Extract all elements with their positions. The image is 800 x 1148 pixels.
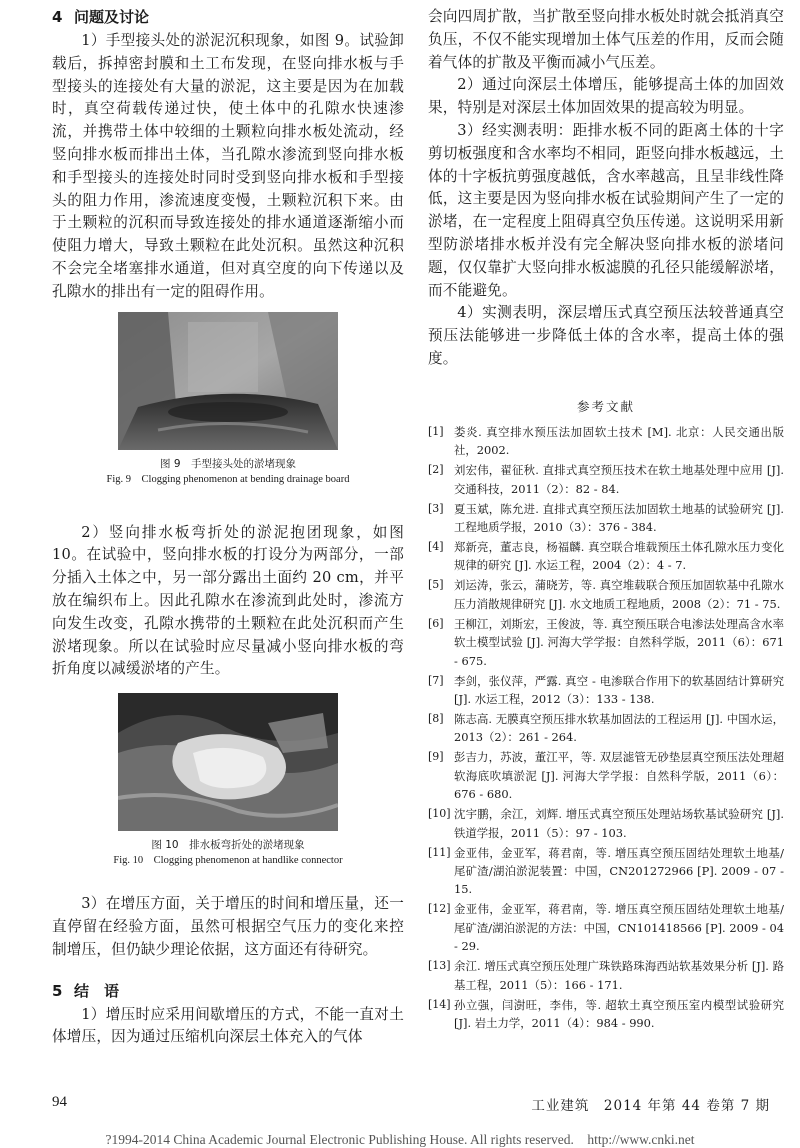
reference-item bbox=[428, 900, 784, 955]
reference-number: [7] bbox=[428, 673, 444, 687]
reference-item bbox=[428, 615, 784, 670]
references-list bbox=[428, 423, 784, 1033]
reference-item bbox=[428, 748, 784, 803]
reference-number: [14] bbox=[428, 997, 451, 1011]
reference-item bbox=[428, 710, 784, 747]
reference-number: [9] bbox=[428, 750, 444, 764]
reference-item bbox=[428, 461, 784, 498]
reference-number: [5] bbox=[428, 578, 444, 592]
reference-number: [6] bbox=[428, 616, 444, 630]
section-4-heading bbox=[52, 6, 404, 28]
figure-9-photo bbox=[118, 312, 338, 450]
reference-text: 王柳江，刘斯宏，王俊波，等. 真空预压联合电渗法处理高含水率软土模型试验 [J]. 河海大学学报：自然科学版，2011（6）：671 - 675. bbox=[454, 616, 784, 668]
paragraph-r4: 4）实测表明，深层增压式真空预压法较普通真空预压法能够进一步降低土体的含水率，提高土体的强度。 bbox=[428, 304, 784, 367]
reference-text: 余江. 增压式真空预压处理广珠铁路珠海西站软基效果分析 [J]. 路基工程，2011（5）：166 - 171. bbox=[454, 959, 784, 992]
paragraph-4: 1）增压时应采用间歇增压的方式，不能一直对土体增压，因为通过压缩机向深层土体充入的气体 bbox=[52, 1005, 404, 1046]
paragraph-continued: 会向四周扩散，当扩散至竖向排水板处时就会抵消真空负压，不仅不能实现增加土体气压差的作用，反而会随着气体的扩散及平衡而减小气压差。 bbox=[428, 8, 784, 71]
reference-text: 金亚伟，金亚军，蒋君南，等. 增压真空预压固结处理软土地基/尾矿渣/湖泊淤泥的方法：中国，CN101418566 [P]. 2009 - 04 - 29. bbox=[454, 902, 784, 954]
reference-text: 彭吉力，苏波，董江平，等. 双层滤管无砂垫层真空预压法处理超软海底吹填淤泥 [J]. 河海大学学报：自然科学版，2011（6）：676 - 680. bbox=[454, 750, 784, 802]
section-5-number: 5 bbox=[52, 981, 63, 1000]
reference-text: 刘宏伟，翟征秋. 直排式真空预压技术在软土地基处理中应用 [J]. 交通科技，2011（2）：82 - 84. bbox=[454, 463, 784, 496]
figure-10-image bbox=[118, 693, 338, 831]
section-4-number: 4 bbox=[52, 8, 63, 26]
reference-item bbox=[428, 423, 784, 460]
reference-number: [3] bbox=[428, 501, 444, 515]
left-column bbox=[52, 6, 404, 1049]
paragraph-3: 3）在增压方面，关于增压的时间和增压量，还一直停留在经验方面，虽然可根据空气压力的变化来控制增压，但仍缺少理论依据，这方面还有待研究。 bbox=[52, 895, 404, 958]
figure-9 bbox=[52, 312, 404, 488]
paragraph-2: 2）竖向排水板弯折处的淤泥抱团现象，如图 10。在试验中，竖向排水板的打设分为两部分，一部分插入土体之中，另一部分露出土面约 20 cm，并平放在编织布上。因此孔隙水在渗流到此处时，渗流方向发生改变，孔隙水携带的土颗粒在此处沉积而产生淤堵现象。所以在试验时应尽量减小竖向排水板的弯折角度以减缓淤堵的产生。 bbox=[52, 523, 404, 678]
figure-10 bbox=[52, 693, 404, 869]
figure-10-caption-cn: 图 10 排水板弯折处的淤堵现象 bbox=[151, 839, 305, 852]
figure-9-caption-cn: 图 9 手型接头处的淤堵现象 bbox=[159, 457, 297, 470]
reference-item bbox=[428, 805, 784, 842]
reference-number: [12] bbox=[428, 902, 451, 916]
page-number: 94 bbox=[52, 1094, 67, 1110]
figure-10-photo bbox=[118, 693, 338, 831]
figure-10-caption-en: Fig. 10 Clogging phenomenon at handlike connector bbox=[113, 855, 343, 867]
reference-item bbox=[428, 672, 784, 709]
reference-item bbox=[428, 996, 784, 1033]
reference-text: 刘运涛，张云，蒲晓芳，等. 真空堆载联合预压加固软基中孔隙水压力消散规律研究 [J]. 水文地质工程地质，2008（2）：71 - 75. bbox=[454, 578, 784, 611]
section-5-heading bbox=[52, 980, 404, 1002]
reference-number: [2] bbox=[428, 463, 444, 477]
reference-item bbox=[428, 576, 784, 613]
reference-number: [8] bbox=[428, 712, 444, 725]
reference-text: 郑新亮，董志良，杨福麟. 真空联合堆载预压土体孔隙水压力变化规律的研究 [J]. 水运工程，2004（2）：4 - 7. bbox=[454, 539, 784, 573]
reference-item bbox=[428, 538, 784, 575]
reference-number: [13] bbox=[428, 959, 451, 973]
reference-text: 娄炎. 真空排水预压法加固软土技术 [M]. 北京：人民交通出版社，2002. bbox=[454, 424, 784, 458]
section-4-title: 问题及讨论 bbox=[74, 8, 150, 26]
reference-number: [1] bbox=[428, 424, 444, 438]
reference-number: [10] bbox=[428, 807, 451, 821]
reference-item bbox=[428, 844, 784, 899]
journal-footer: 工业建筑 2014 年第 44 卷第 7 期 bbox=[531, 1098, 770, 1114]
paragraph-r2: 2）通过向深层土体增压，能够提高土体的加固效果，特别是对深层土体加固效果的提高较为明显。 bbox=[428, 76, 784, 117]
references-title: 参考文献 bbox=[576, 398, 635, 414]
cnki-watermark: ?1994-2014 China Academic Journal Electronic Publishing House. All rights reserved. http://www.cnki.net bbox=[105, 1132, 695, 1147]
reference-item bbox=[428, 957, 784, 994]
reference-text: 陈志高. 无膜真空预压排水软基加固法的工程运用 [J]. 中国水运，2013（2）：261 - 264. bbox=[454, 712, 784, 745]
reference-text: 夏玉斌，陈允进. 直排式真空预压法加固软土地基的试验研究 [J]. 工程地质学报，2010（3）：376 - 384. bbox=[454, 501, 784, 534]
paragraph-1: 1）手型接头处的淤泥沉积现象，如图 9。试验卸载后，拆掉密封膜和土工布发现，在竖向排水板与手型接头的连接处有大量的淤泥，这主要是因为在加载时，真空荷载传递过快，使土体中的孔隙水快速渗流，并携带土体中较细的土颗粒向排水板处流动，经竖向排水板而排出土体，当孔隙水渗流到竖向排水板和手型接头的连接处时同时受到竖向排水板和手型接头的阻力作用，渗流速度变慢，土颗粒沉积下来。由于土颗粒的沉积而导致连接处的排水通道逐渐缩小而使阻力增大，导致土颗粒在此处沉积。虽然这种沉积不会完全堵塞排水通道，但对真空度的向下传递以及孔隙水的排出有一定的阻碍作用。 bbox=[52, 32, 404, 300]
right-column bbox=[428, 6, 784, 1034]
section-5-title: 结 语 bbox=[74, 981, 120, 1000]
reference-number: [11] bbox=[428, 845, 451, 859]
reference-number: [4] bbox=[428, 539, 444, 553]
reference-text: 金亚伟，金亚军，蒋君南，等. 增压真空预压固结处理软土地基/尾矿渣/湖泊淤泥装置：中国，CN201272966 [P]. 2009 - 07 - 15. bbox=[454, 845, 784, 897]
reference-text: 沈宇鹏，余江，刘辉. 增压式真空预压处理站场软基试验研究 [J]. 铁道学报，2011（5）：97 - 103. bbox=[454, 807, 784, 840]
figure-9-caption-en: Fig. 9 Clogging phenomenon at bending drainage board bbox=[106, 473, 350, 485]
paragraph-r3: 3）经实测表明：距排水板不同的距离土体的十字剪切板强度和含水率均不相同，距竖向排水板越远，土体的十字板抗剪强度越低，含水率越高，且呈非线性降低，这主要是因为竖向排水板在试验期间产生了一定的淤堵，在一定程度上阻碍真空负压传递。这说明采用新型防淤堵排水板并没有完全解决竖向排水板的淤堵问题，仅仅靠扩大竖向排水板滤膜的孔径只能缓解淤堵，而不能避免。 bbox=[428, 121, 784, 299]
reference-text: 李剑，张仪萍，严露. 真空 - 电渗联合作用下的软基固结计算研究 [J]. 水运工程，2012（3）：133 - 138. bbox=[454, 673, 784, 706]
reference-item bbox=[428, 500, 784, 537]
reference-text: 孙立强，闫澍旺，李伟，等. 超软土真空预压室内模型试验研究 [J]. 岩土力学，2011（4）：984 - 990. bbox=[454, 997, 784, 1031]
figure-9-image bbox=[118, 312, 338, 450]
